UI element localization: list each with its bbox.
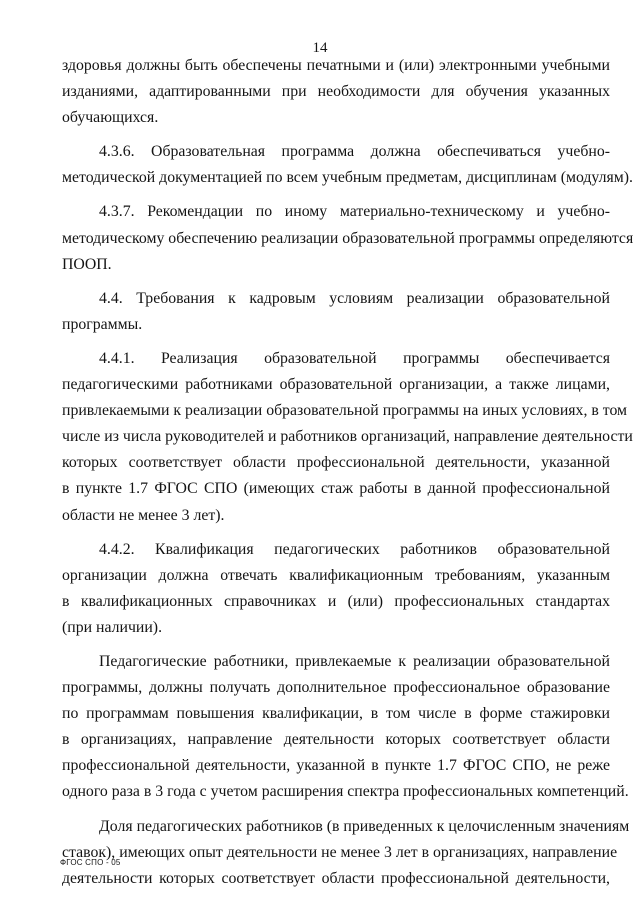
text-line: педагогическими работниками образовательной организации, а также лицами, <box>62 376 610 394</box>
text-line: одного раза в 3 года с учетом расширения спектра профессиональных компетенций. <box>62 783 629 801</box>
text-line: которых соответствует области профессиональной деятельности, указанной <box>62 454 610 472</box>
text-line: по программам повышения квалификации, в том числе в форме стажировки <box>62 705 610 723</box>
text-line: в организациях, направление деятельности которых соответствует области <box>62 731 610 749</box>
paragraph-gap <box>62 641 610 649</box>
paragraph-gap <box>62 278 610 286</box>
text-line: программы, должны получать дополнительное профессиональное образование <box>62 679 610 697</box>
text-line: здоровья должны быть обеспечены печатными и (или) электронными учебными <box>62 57 610 74</box>
paragraph-gap <box>62 191 610 199</box>
text-line: деятельности которых соответствует области профессиональной деятельности, <box>62 869 610 887</box>
text-line: области не менее 3 лет). <box>62 506 225 524</box>
text-line: методическому обеспечению реализации образовательной программы определяются <box>62 229 634 247</box>
text-line: 4.3.6. Образовательная программа должна обеспечиваться учебно- <box>99 143 610 161</box>
text-line: ставок), имеющих опыт деятельности не менее 3 лет в организациях, направление <box>62 843 618 861</box>
text-line: Педагогические работники, привлекаемые к реализации образовательной <box>99 652 610 670</box>
text-line: профессиональной деятельности, указанной в пункте 1.7 ФГОС СПО, не реже <box>62 757 610 775</box>
text-line: в пункте 1.7 ФГОС СПО (имеющих стаж работы в данной профессиональной <box>62 480 610 498</box>
paragraph-gap <box>62 806 610 814</box>
text-line: Доля педагогических работников (в приведенных к целочисленным значениям <box>99 817 630 835</box>
text-line: организации должна отвечать квалификационным требованиям, указанным <box>62 566 610 584</box>
footer-label: ФГОС СПО - 05 <box>60 858 121 867</box>
paragraph-gap <box>62 338 610 346</box>
text-line: изданиями, адаптированными при необходимости для обучения указанных <box>62 83 610 101</box>
text-line: обучающихся. <box>62 109 159 127</box>
text-line: привлекаемыми к реализации образовательной программы на иных условиях, в том <box>62 402 628 420</box>
text-line: методической документацией по всем учебным предметам, дисциплинам (модулям). <box>62 169 633 187</box>
text-line: ПООП. <box>62 255 112 273</box>
text-line: 4.4. Требования к кадровым условиям реализации образовательной <box>99 289 610 307</box>
text-line: числе из числа руководителей и работников организаций, направление деятельности <box>62 428 633 446</box>
text-line: (при наличии). <box>62 618 163 636</box>
text-line: программы. <box>62 315 143 333</box>
text-line: 4.3.7. Рекомендации по иному материально-техническому и учебно- <box>99 203 610 221</box>
text-line: 4.4.2. Квалификация педагогических работников образовательной <box>99 540 610 558</box>
paragraph-gap <box>62 131 610 139</box>
paragraph-gap <box>62 529 610 537</box>
page-number: 14 <box>312 40 328 56</box>
text-line: 4.4.1. Реализация образовательной программы обеспечивается <box>99 349 610 367</box>
text-line: в квалификационных справочниках и (или) профессиональных стандартах <box>62 592 610 610</box>
document-body <box>62 53 634 892</box>
